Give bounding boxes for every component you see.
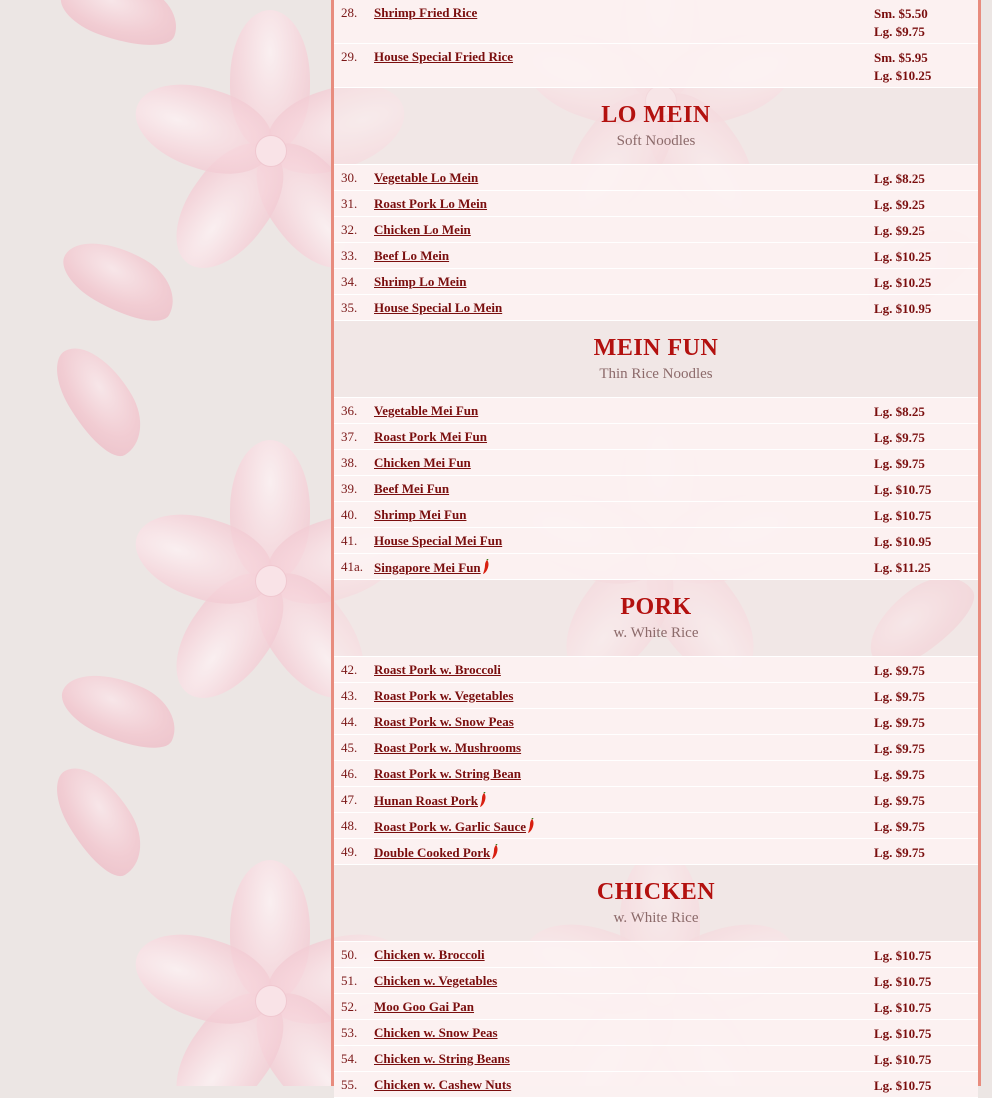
menu-row bbox=[334, 398, 978, 424]
item-number: 33. bbox=[341, 248, 358, 263]
item-number: 45. bbox=[341, 740, 358, 755]
item-link[interactable]: Shrimp Fried Rice bbox=[374, 5, 478, 20]
item-price: Lg. $10.95 bbox=[874, 534, 932, 549]
item-link[interactable]: Chicken Mei Fun bbox=[374, 455, 471, 470]
item-link[interactable]: Roast Pork Mei Fun bbox=[374, 429, 488, 444]
item-link[interactable]: Roast Pork w. Vegetables bbox=[374, 688, 514, 703]
section-header bbox=[334, 88, 978, 165]
item-price: Lg. $9.75 bbox=[874, 741, 925, 756]
menu-row bbox=[334, 813, 978, 839]
section-subtitle: w. White Rice bbox=[613, 910, 699, 926]
menu-row bbox=[334, 683, 978, 709]
menu-row bbox=[334, 191, 978, 217]
menu-row bbox=[334, 269, 978, 295]
menu-row bbox=[334, 424, 978, 450]
item-price: Lg. $9.25 bbox=[874, 197, 925, 212]
chili-pepper-icon bbox=[526, 819, 535, 834]
item-number: 36. bbox=[341, 403, 358, 418]
menu-row bbox=[334, 165, 978, 191]
menu-row bbox=[334, 942, 978, 968]
item-number: 51. bbox=[341, 973, 358, 988]
menu-row bbox=[334, 787, 978, 813]
item-price: Lg. $9.75 bbox=[874, 793, 925, 808]
chili-pepper-icon bbox=[490, 845, 499, 860]
item-link[interactable]: Roast Pork w. Broccoli bbox=[374, 662, 501, 677]
menu-row bbox=[334, 1046, 978, 1072]
item-price: Lg. $9.75 bbox=[874, 430, 925, 445]
menu-panel bbox=[331, 0, 981, 1093]
menu-row bbox=[334, 968, 978, 994]
item-link[interactable]: Shrimp Mei Fun bbox=[374, 507, 467, 522]
item-number: 31. bbox=[341, 196, 358, 211]
item-number: 41. bbox=[341, 533, 358, 548]
item-price: Lg. $9.75 bbox=[874, 819, 925, 834]
section-subtitle: Thin Rice Noodles bbox=[599, 366, 713, 382]
menu-row bbox=[334, 528, 978, 554]
menu-row bbox=[334, 502, 978, 528]
item-price: Lg. $9.75 bbox=[874, 767, 925, 782]
item-price: Lg. $8.25 bbox=[874, 171, 925, 186]
menu-row bbox=[334, 217, 978, 243]
item-number: 34. bbox=[341, 274, 358, 289]
item-number: 30. bbox=[341, 170, 358, 185]
item-number: 39. bbox=[341, 481, 358, 496]
item-link[interactable]: Roast Pork w. Garlic Sauce bbox=[374, 818, 535, 835]
item-link[interactable]: Singapore Mei Fun bbox=[374, 559, 490, 576]
item-price: Lg. $10.75 bbox=[874, 1078, 932, 1093]
item-price: Lg. $10.95 bbox=[874, 301, 932, 316]
item-link[interactable]: Hunan Roast Pork bbox=[374, 792, 487, 809]
item-number: 43. bbox=[341, 688, 358, 703]
item-price: Lg. $11.25 bbox=[874, 560, 931, 575]
menu-row bbox=[334, 476, 978, 502]
item-number: 42. bbox=[341, 662, 358, 677]
item-link[interactable]: Vegetable Lo Mein bbox=[374, 170, 479, 185]
item-number: 49. bbox=[341, 844, 358, 859]
item-link[interactable]: Chicken w. Vegetables bbox=[374, 973, 498, 988]
item-number: 46. bbox=[341, 766, 358, 781]
item-price: Lg. $8.25 bbox=[874, 404, 925, 419]
item-price: Lg. $10.75 bbox=[874, 508, 932, 523]
item-number: 38. bbox=[341, 455, 358, 470]
item-link[interactable]: Roast Pork w. String Bean bbox=[374, 766, 521, 781]
menu-row bbox=[334, 0, 978, 44]
menu-row bbox=[334, 994, 978, 1020]
item-number: 29. bbox=[341, 49, 358, 64]
item-link[interactable]: Beef Lo Mein bbox=[374, 248, 450, 263]
menu-row bbox=[334, 44, 978, 88]
menu-row bbox=[334, 709, 978, 735]
menu-row bbox=[334, 735, 978, 761]
section-header bbox=[334, 865, 978, 942]
chili-pepper-icon bbox=[478, 793, 487, 808]
menu-row bbox=[334, 243, 978, 269]
item-link[interactable]: Chicken w. String Beans bbox=[374, 1051, 510, 1066]
item-number: 28. bbox=[341, 5, 358, 20]
item-price: Lg. $10.75 bbox=[874, 482, 932, 497]
chili-pepper-icon bbox=[481, 560, 490, 575]
item-link[interactable]: House Special Mei Fun bbox=[374, 533, 503, 548]
item-link[interactable]: Vegetable Mei Fun bbox=[374, 403, 479, 418]
menu-row bbox=[334, 554, 978, 580]
section-header bbox=[334, 580, 978, 657]
item-number: 47. bbox=[341, 792, 358, 807]
item-link[interactable]: Chicken w. Snow Peas bbox=[374, 1025, 498, 1040]
item-price: Lg. $9.75 bbox=[874, 715, 925, 730]
item-link[interactable]: Double Cooked Pork bbox=[374, 844, 499, 861]
item-link[interactable]: House Special Fried Rice bbox=[374, 49, 514, 64]
item-number: 35. bbox=[341, 300, 358, 315]
menu-row bbox=[334, 839, 978, 865]
item-number: 54. bbox=[341, 1051, 358, 1066]
menu-row bbox=[334, 1020, 978, 1046]
section-header bbox=[334, 321, 978, 398]
item-price: Lg. $10.25 bbox=[874, 275, 932, 290]
item-number: 48. bbox=[341, 818, 358, 833]
menu-row bbox=[334, 1072, 978, 1098]
menu-row bbox=[334, 450, 978, 476]
item-link[interactable]: Moo Goo Gai Pan bbox=[374, 999, 475, 1014]
item-price: Lg. $10.75 bbox=[874, 1026, 932, 1041]
item-number: 41a. bbox=[341, 559, 364, 574]
item-number: 32. bbox=[341, 222, 358, 237]
item-price: Lg. $10.75 bbox=[874, 948, 932, 963]
section-subtitle: Soft Noodles bbox=[616, 133, 696, 149]
section-title: PORK bbox=[620, 594, 692, 620]
item-link[interactable]: House Special Lo Mein bbox=[374, 300, 503, 315]
item-price: Sm. $5.50 Lg. $9.75 bbox=[874, 6, 928, 39]
item-price: Lg. $9.75 bbox=[874, 663, 925, 678]
item-number: 50. bbox=[341, 947, 358, 962]
menu-sections bbox=[334, 88, 978, 1098]
item-price: Lg. $9.75 bbox=[874, 689, 925, 704]
item-price: Sm. $5.95 Lg. $10.25 bbox=[874, 50, 932, 83]
item-link[interactable]: Chicken Lo Mein bbox=[374, 222, 471, 237]
section-title: MEIN FUN bbox=[593, 335, 719, 361]
item-number: 40. bbox=[341, 507, 358, 522]
item-link[interactable]: Beef Mei Fun bbox=[374, 481, 450, 496]
item-price: Lg. $9.75 bbox=[874, 845, 925, 860]
item-price: Lg. $9.25 bbox=[874, 223, 925, 238]
item-number: 52. bbox=[341, 999, 358, 1014]
item-link[interactable]: Chicken w. Cashew Nuts bbox=[374, 1077, 512, 1092]
item-link[interactable]: Shrimp Lo Mein bbox=[374, 274, 467, 289]
item-number: 37. bbox=[341, 429, 358, 444]
item-number: 44. bbox=[341, 714, 358, 729]
menu-row bbox=[334, 761, 978, 787]
menu-row bbox=[334, 295, 978, 321]
item-price: Lg. $9.75 bbox=[874, 456, 925, 471]
item-price: Lg. $10.25 bbox=[874, 249, 932, 264]
item-link[interactable]: Roast Pork Lo Mein bbox=[374, 196, 488, 211]
menu-row bbox=[334, 657, 978, 683]
item-number: 55. bbox=[341, 1077, 358, 1092]
item-link[interactable]: Roast Pork w. Mushrooms bbox=[374, 740, 522, 755]
section-subtitle: w. White Rice bbox=[613, 625, 699, 641]
section-title: LO MEIN bbox=[601, 102, 711, 128]
item-price: Lg. $10.75 bbox=[874, 1000, 932, 1015]
item-number: 53. bbox=[341, 1025, 358, 1040]
section-title: CHICKEN bbox=[596, 879, 716, 905]
item-link[interactable]: Roast Pork w. Snow Peas bbox=[374, 714, 514, 729]
item-price: Lg. $10.75 bbox=[874, 1052, 932, 1067]
item-price: Lg. $10.75 bbox=[874, 974, 932, 989]
item-link[interactable]: Chicken w. Broccoli bbox=[374, 947, 485, 962]
